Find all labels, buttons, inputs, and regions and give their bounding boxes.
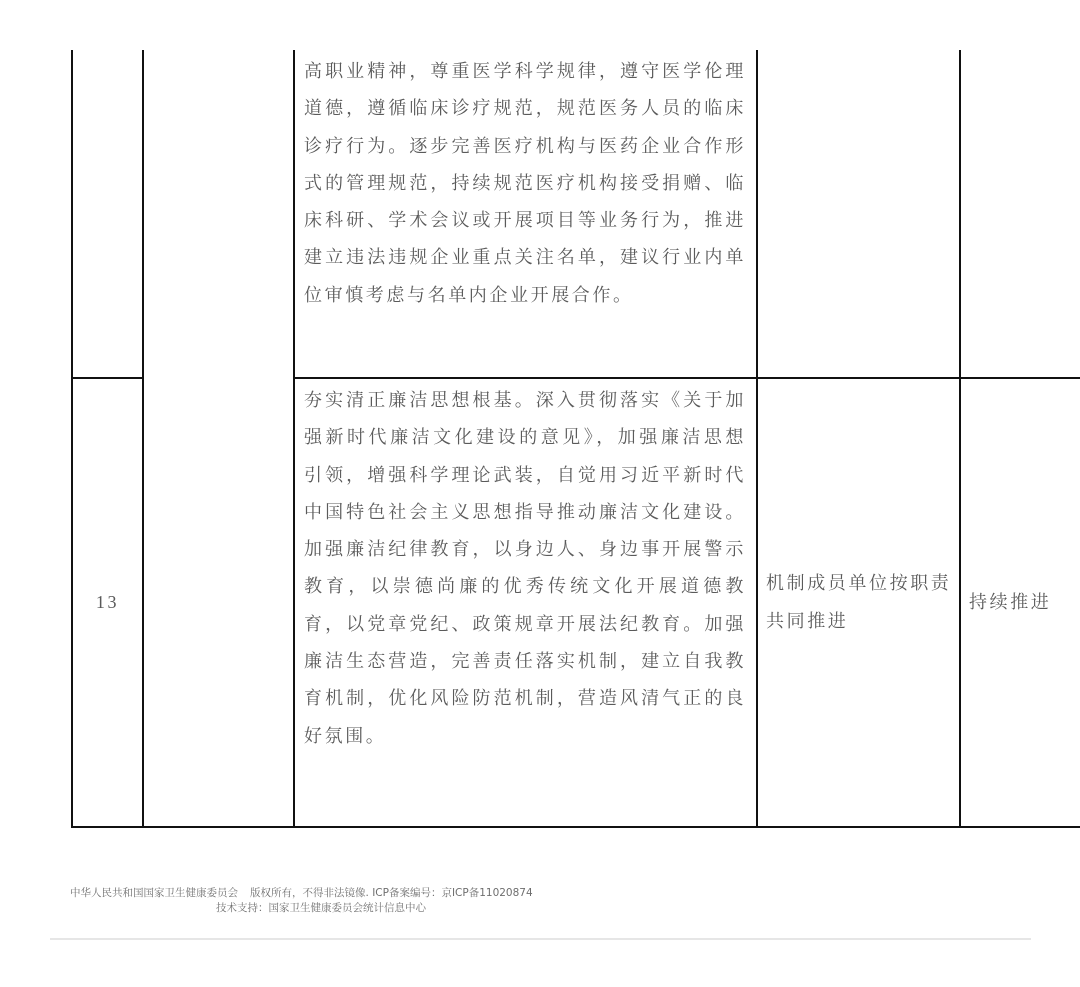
category-cell bbox=[143, 50, 294, 827]
task-content-cell: 夯实清正廉洁思想根基。深入贯彻落实《关于加强新时代廉洁文化建设的意见》，加强廉洁思想引领，增强科学理论武装，自觉用习近平新时代中国特色社会主义思想指导推动廉洁文化建设。加强廉洁纪律教育，以身边人、身边事开展警示教育，以崇德尚廉的优秀传统文化开展道德教育，以党章党纪、政策规章开展法纪教育。加强廉洁生态营造，完善责任落实机制，建立自我教育机制，优化风险防范机制，营造风清气正的良好氛围。 bbox=[294, 378, 757, 827]
responsible-unit-cell bbox=[757, 50, 960, 378]
table-row bbox=[72, 50, 1080, 378]
footer-org-name: 中华人民共和国国家卫生健康委员会 bbox=[70, 887, 238, 899]
page-footer bbox=[70, 886, 533, 916]
task-content-cell: 高职业精神，尊重医学科学规律，遵守医学伦理道德，遵循临床诊疗规范，规范医务人员的临床诊疗行为。逐步完善医疗机构与医药企业合作形式的管理规范，持续规范医疗机构接受捐赠、临床科研、学术会议或开展项目等业务行为，推进建立违法违规企业重点关注名单，建议行业内单位审慎考虑与名单内企业开展合作。 bbox=[294, 50, 757, 378]
responsible-unit-cell: 机制成员单位按职责共同推进 bbox=[757, 378, 960, 827]
footer-line-1 bbox=[70, 886, 533, 901]
timeline-cell bbox=[960, 50, 1080, 378]
footer-divider bbox=[50, 938, 1031, 940]
policy-table-container bbox=[71, 50, 1052, 828]
timeline-cell: 持续推进 bbox=[960, 378, 1080, 827]
row-number-cell: 13 bbox=[72, 378, 143, 827]
row-number-cell bbox=[72, 50, 143, 378]
footer-tech-support: 技术支持：国家卫生健康委员会统计信息中心 bbox=[216, 902, 426, 914]
footer-copyright: 版权所有，不得非法镜像. bbox=[250, 887, 369, 899]
footer-line-2 bbox=[70, 901, 533, 916]
policy-table bbox=[71, 50, 1080, 828]
footer-icp-number[interactable]: ICP备案编号：京ICP备11020874 bbox=[372, 887, 533, 899]
